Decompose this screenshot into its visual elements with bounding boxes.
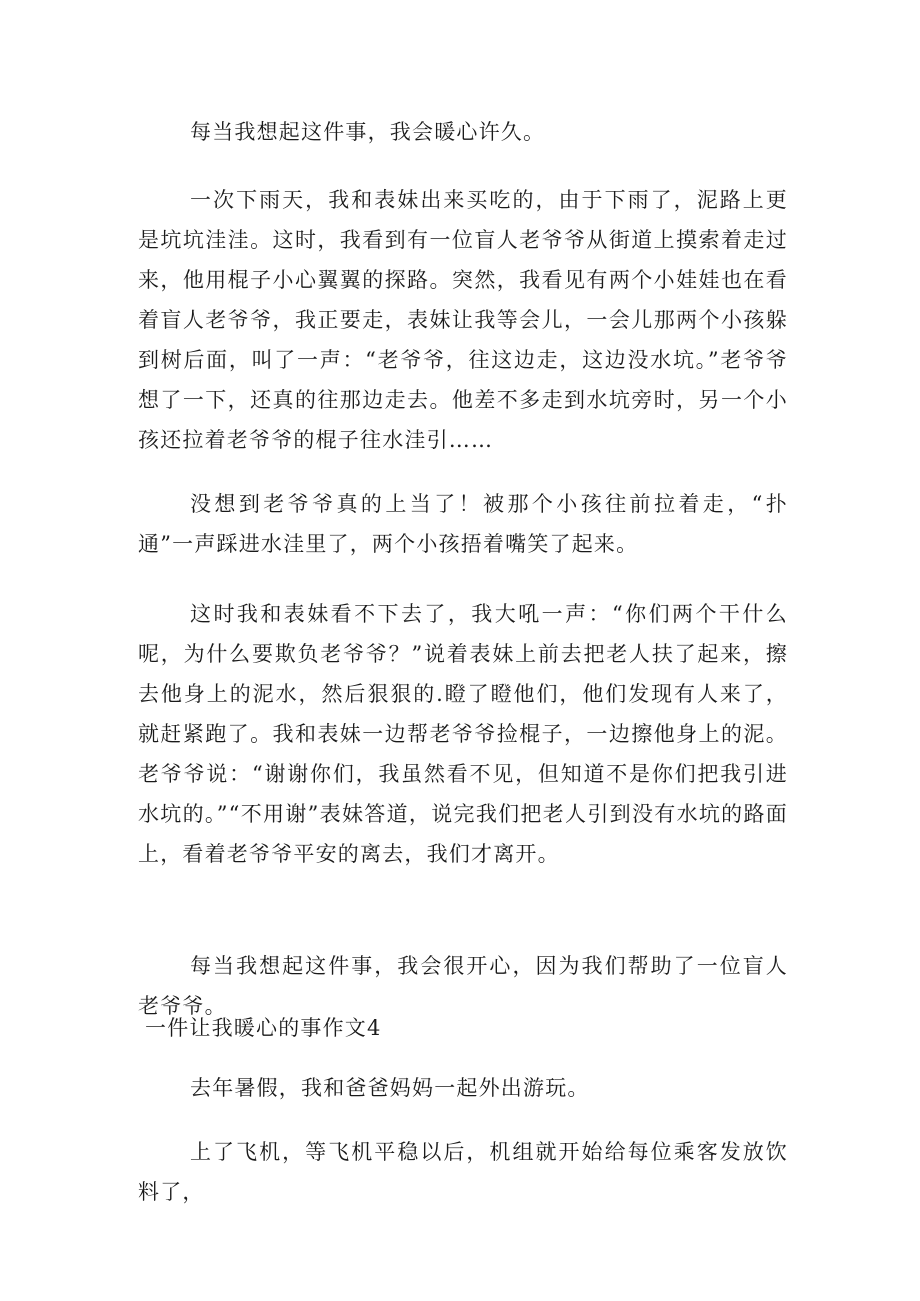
paragraph-7: 上了飞机，等飞机平稳以后，机组就开始给每位乘客发放饮料了， (138, 1140, 788, 1204)
paragraph-5: 每当我想起这件事，我会很开心，因为我们帮助了一位盲人老爷爷。 (138, 954, 788, 1018)
paragraph-4: 这时我和表妹看不下去了，我大吼一声：“你们两个干什么呢，为什么要欺负老爷爷？”说着表妹上前去把老人扶了起来，擦去他身上的泥水，然后狠狠的.瞪了瞪他们，他们发现有人来了，就赶紧跑了。我和表妹一边帮老爷爷捡棍子，一边擦他身上的泥。老爷爷说：“谢谢你们，我虽然看不见，但知道不是你们把我引进水坑的。”“不用谢”表妹答道，说完我们把老人引到没有水坑的路面上，看着老爷爷平安的离去，我们才离开。 (138, 602, 788, 866)
section-heading: 一件让我暖心的事作文4 (145, 1016, 382, 1040)
paragraph-6: 去年暑假，我和爸爸妈妈一起外出游玩。 (190, 1076, 590, 1100)
paragraph-1: 每当我想起这件事，我会暖心许久。 (190, 120, 546, 144)
paragraph-3: 没想到老爷爷真的上当了！被那个小孩往前拉着走，“扑通”一声踩进水洼里了，两个小孩捂着嘴笑了起来。 (138, 492, 788, 556)
paragraph-2: 一次下雨天，我和表妹出来买吃的，由于下雨了，泥路上更是坑坑洼洼。这时，我看到有一位盲人老爷爷从街道上摸索着走过来，他用棍子小心翼翼的探路。突然，我看见有两个小娃娃也在看着盲人老爷爷，我正要走，表妹让我等会儿，一会儿那两个小孩躲到树后面，叫了一声：“老爷爷，往这边走，这边没水坑。”老爷爷想了一下，还真的往那边走去。他差不多走到水坑旁时，另一个小孩还拉着老爷爷的棍子往水洼引…… (138, 188, 788, 452)
